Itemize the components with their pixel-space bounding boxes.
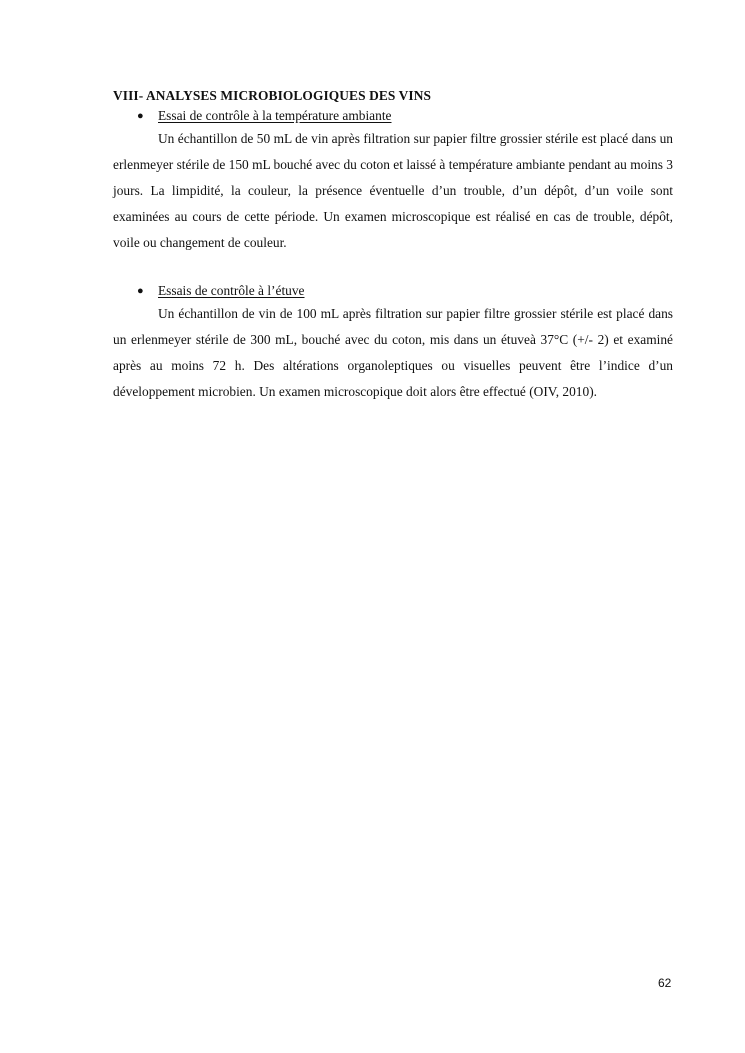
subsection-heading-label: Essais de contrôle à l’étuve (158, 283, 305, 298)
section-spacer (113, 256, 673, 281)
paragraph-incubator: Un échantillon de vin de 100 mL après filtration sur papier filtre grossier stérile est placé dans un erlenmeyer stérile de 300 mL, bouché avec du coton, mis dans un étuveà 37°C (+/- 2) et examiné après au moins 72 h. Des altérations organoleptiques ou visuelles peuvent être l’indice d’un développement microbien. Un examen microscopique doit alors être effectué (OIV, 2010). (113, 306, 673, 399)
page-number: 62 (658, 976, 672, 990)
section-title: VIII- ANALYSES MICROBIOLOGIQUES DES VINS (113, 88, 432, 103)
subsection-heading-ambient (113, 106, 673, 126)
subsection-heading-incubator (113, 281, 673, 301)
subsection-heading-label: Essai de contrôle à la température ambiante (158, 108, 392, 123)
bullet-icon: ● (137, 110, 144, 122)
paragraph-ambient: Un échantillon de 50 mL de vin après filtration sur papier filtre grossier stérile est placé dans un erlenmeyer stérile de 150 mL bouché avec du coton et laissé à température ambiante pendant au moins 3 jours. La limpidité, la couleur, la présence éventuelle d’un trouble, d’un dépôt, d’un voile sont examinées au cours de cette période. Un examen microscopique est réalisé en cas de trouble, dépôt, voile ou changement de couleur. (113, 131, 673, 250)
bullet-icon: ● (137, 285, 144, 297)
page-content (113, 86, 673, 405)
